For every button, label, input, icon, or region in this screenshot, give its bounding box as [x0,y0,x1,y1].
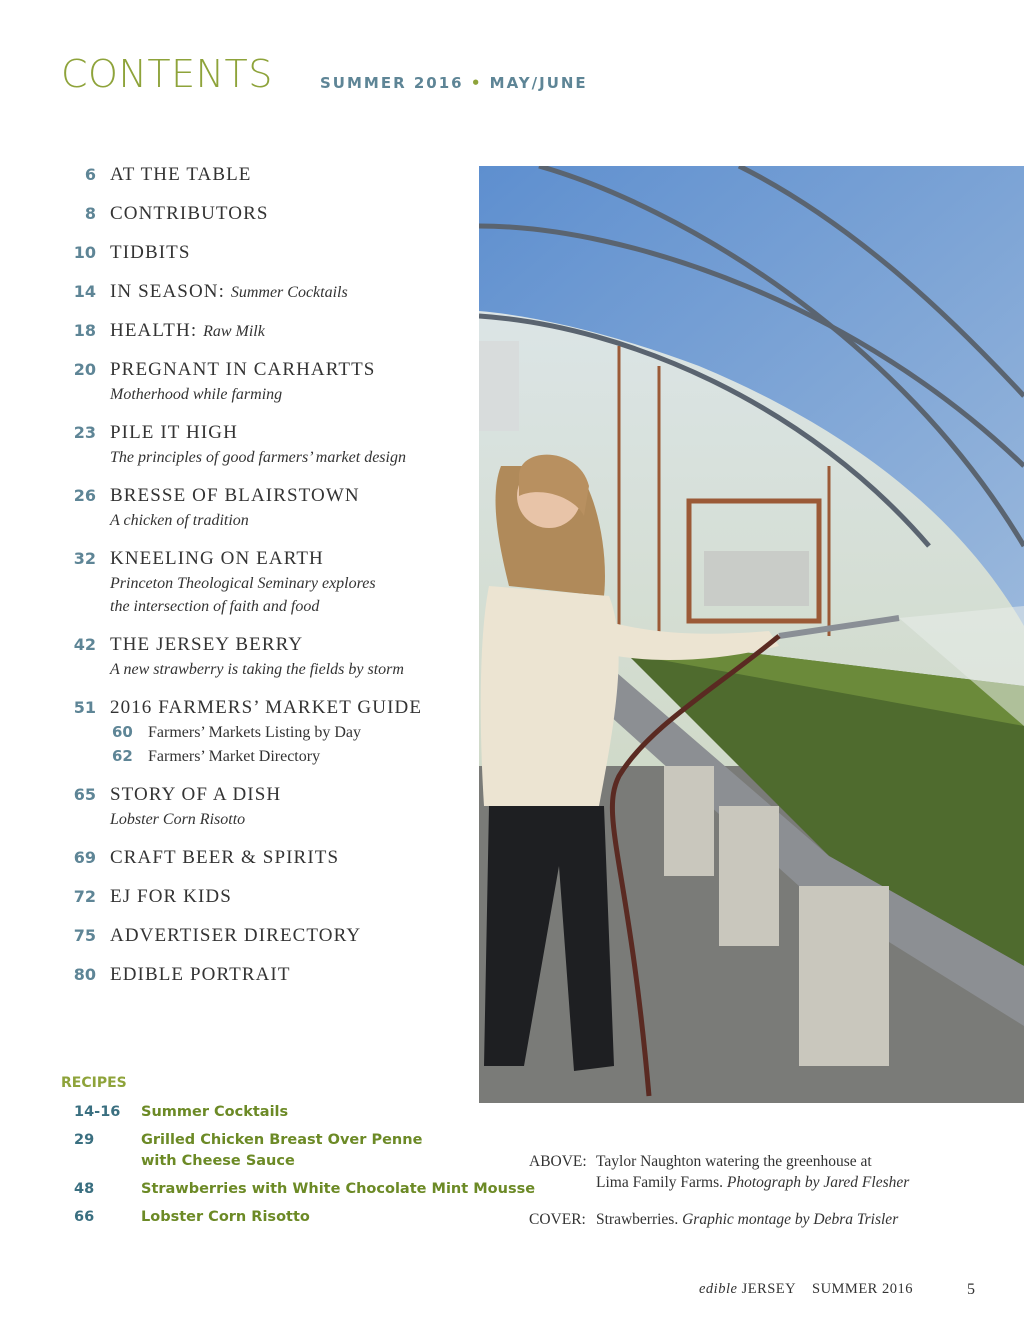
toc-page-number: 26 [73,486,96,505]
caption-label: ABOVE: [529,1153,587,1170]
photo-caption [529,1151,872,1172]
toc-title: TIDBITS [110,242,191,263]
recipes-heading: RECIPES [61,1075,127,1091]
toc-subentry-listing-by-day[interactable] [112,721,361,744]
toc-title: PREGNANT IN CARHARTTS [110,359,376,380]
toc-page-number: 14 [73,282,96,301]
toc-page-number: 6 [84,165,96,184]
page-title: CONTENTS [61,52,273,96]
issue-season: SUMMER 2016 [320,74,464,92]
toc-subentry-market-directory[interactable] [112,745,320,768]
toc-subentry-label: Farmers’ Markets Listing by Day [148,724,361,741]
recipe-page-number: 66 [74,1209,95,1225]
toc-title [110,281,348,304]
page-number: 5 [967,1281,976,1298]
caption-text: Taylor Naughton watering the greenhouse at [596,1153,872,1170]
recipe-page-number: 14-16 [74,1104,121,1120]
toc-title: CRAFT BEER & SPIRITS [110,847,340,868]
toc-title-text: HEALTH: [110,320,198,341]
recipe-name: Lobster Corn Risotto [141,1209,310,1225]
toc-title: CONTRIBUTORS [110,203,269,224]
recipe-name: Summer Cocktails [141,1104,289,1120]
caption-label: COVER: [529,1211,586,1228]
recipe-name: Grilled Chicken Breast Over Penne [141,1132,423,1148]
photo-credit: Photograph by Jared Flesher [726,1174,910,1191]
toc-page-number: 18 [73,321,96,340]
toc-title: EDIBLE PORTRAIT [110,964,291,985]
toc-description: Lobster Corn Risotto [110,811,246,828]
toc-title: 2016 FARMERS’ MARKET GUIDE [110,697,423,718]
toc-page-number: 10 [73,243,96,262]
caption-text: Lima Family Farms. [596,1174,724,1191]
toc-page-number: 72 [73,887,96,906]
footer-brand [699,1281,796,1298]
toc-description: Motherhood while farming [110,386,283,403]
toc-title: AT THE TABLE [110,164,252,185]
toc-page-number: 23 [73,423,96,442]
toc-subtitle: Raw Milk [203,323,265,340]
toc-title: PILE IT HIGH [110,422,238,443]
toc-title: BRESSE OF BLAIRSTOWN [110,485,360,506]
toc-description-line2: the intersection of faith and food [110,598,320,615]
toc-page-number: 51 [73,698,96,717]
toc-title-text: IN SEASON: [110,281,225,302]
recipe-name: Strawberries with White Chocolate Mint Mousse [141,1181,536,1197]
recipe-page-number: 48 [74,1181,95,1197]
greenhouse-photo [479,166,1024,1103]
footer-issue: SUMMER 2016 [812,1281,913,1297]
issue-date [320,74,588,92]
toc-page-number: 69 [73,848,96,867]
caption-text: Strawberries. [596,1211,679,1228]
recipe-name-line2: with Cheese Sauce [141,1153,295,1169]
toc-description: A new strawberry is taking the fields by storm [110,661,404,678]
toc-title: STORY OF A DISH [110,784,282,805]
toc-description: A chicken of tradition [110,512,249,529]
toc-title: KNEELING ON EARTH [110,548,324,569]
toc-title [110,320,265,343]
toc-title: THE JERSEY BERRY [110,634,304,655]
footer-brand-name: JERSEY [741,1281,797,1297]
cover-caption [529,1209,898,1230]
toc-title: ADVERTISER DIRECTORY [110,925,362,946]
toc-subentry-label: Farmers’ Market Directory [148,748,321,765]
recipe-page-number: 29 [74,1132,95,1148]
toc-page-number: 8 [84,204,96,223]
footer-brand-italic: edible [699,1281,738,1297]
toc-page-number: 75 [73,926,96,945]
issue-separator: • [470,74,483,92]
toc-page-number: 65 [73,785,96,804]
toc-page-number: 80 [73,965,96,984]
cover-credit: Graphic montage by Debra Trisler [682,1211,899,1228]
photo-caption-line2 [596,1172,909,1193]
toc-page-number: 32 [73,549,96,568]
toc-subentry-page-number: 60 [112,723,133,741]
toc-description: Princeton Theological Seminary explores [110,575,376,592]
toc-subentry-page-number: 62 [112,747,133,765]
toc-description: The principles of good farmers’ market design [110,449,406,466]
toc-page-number: 20 [73,360,96,379]
toc-title: EJ FOR KIDS [110,886,232,907]
toc-subtitle: Summer Cocktails [230,284,348,301]
issue-months: MAY/JUNE [489,74,588,92]
toc-page-number: 42 [73,635,96,654]
